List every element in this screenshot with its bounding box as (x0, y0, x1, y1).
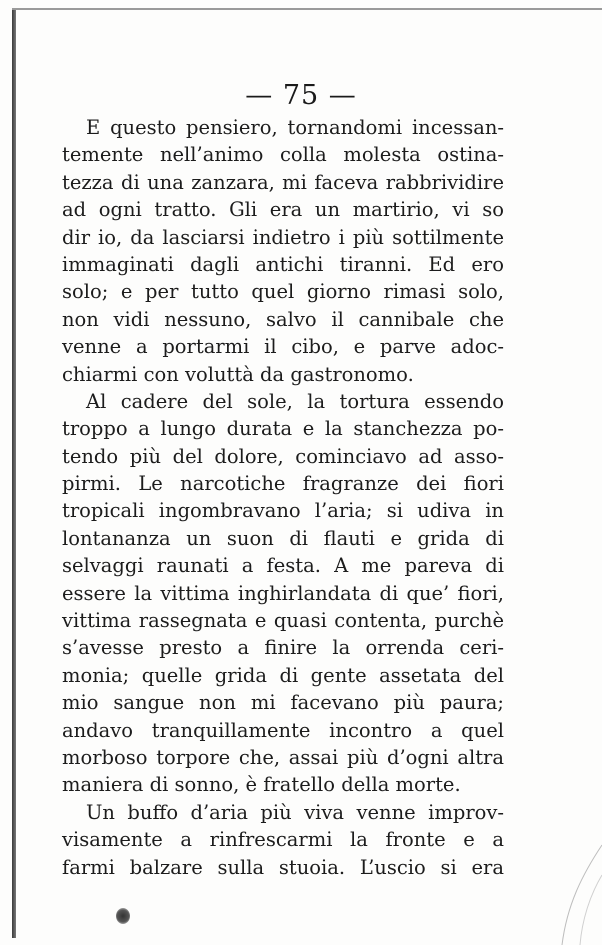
text-line: ad ogni tratto. Gli era un martirio, vi so (62, 198, 504, 222)
text-line: maniera di sonno, è fratello della morte. (62, 773, 461, 797)
text-line: essere la vittima inghirlandata di que’ fiori, (62, 581, 504, 605)
binding-edge (12, 8, 16, 938)
text-line: tendo più del dolore, cominciavo ad asso- (62, 444, 504, 468)
page-corner-curl (542, 835, 602, 945)
text-line: andavo tranquillamente incontro a quel (62, 718, 504, 742)
body-text (62, 114, 504, 881)
text-line: vittima rassegnata e quasi contenta, purchè (62, 609, 504, 633)
text-line: Un buffo d’aria più viva venne improv- (86, 800, 504, 824)
text-line: dir io, da lasciarsi indietro i più sottilmente (62, 225, 504, 249)
ink-spot (116, 908, 130, 924)
text-line: solo; e per tutto quel giorno rimasi solo, (62, 280, 504, 304)
text-line: pirmi. Le narcotiche fragranze dei fiori (62, 472, 504, 496)
text-line: tezza di una zanzara, mi faceva rabbrividire (62, 170, 504, 194)
text-line: s’avesse presto a finire la orrenda ceri- (62, 636, 504, 660)
text-line: E questo pensiero, tornandomi incessan- (86, 116, 504, 139)
text-line: chiarmi con voluttà da gastronomo. (62, 362, 414, 386)
text-line: immaginati dagli antichi tiranni. Ed ero (62, 252, 504, 276)
text-line: temente nell’animo colla molesta ostina- (62, 143, 504, 167)
text-line: selvaggi raunati a festa. A me pareva di (62, 554, 504, 578)
text-line: Al cadere del sole, la tortura essendo (86, 389, 504, 413)
text-line: troppo a lungo durata e la stanchezza po- (62, 417, 504, 441)
text-line: monia; quelle grida di gente assetata del (62, 663, 504, 687)
text-line: morboso torpore che, assai più d’ogni altra (62, 745, 504, 769)
text-line: farmi balzare sulla stuoia. L’uscio si era (62, 855, 504, 879)
text-line: tropicali ingombravano l’aria; si udiva in (62, 499, 504, 523)
text-line: mio sangue non mi facevano più paura; (62, 691, 504, 715)
text-line: visamente a rinfrescarmi la fronte e a (62, 828, 504, 852)
text-line: venne a portarmi il cibo, e parve adoc- (62, 335, 504, 359)
text-line: lontananza un suon di flauti e grida di (62, 526, 504, 550)
page-top-edge (12, 8, 602, 10)
text-line: non vidi nessuno, salvo il cannibale che (62, 307, 504, 331)
page-number: — 75 — (245, 80, 357, 111)
